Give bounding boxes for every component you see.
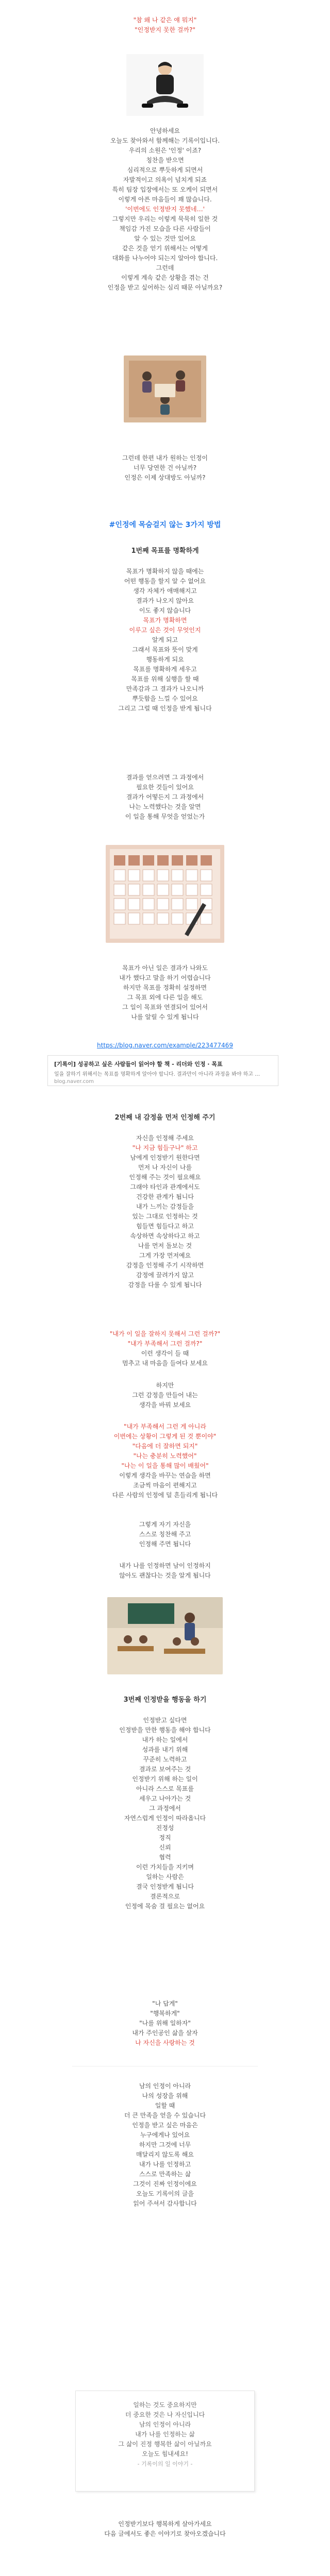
text-line: 생각을 바꿔 보세요 [139,1401,191,1409]
text-line: 인정받기 위해 하는 일이 [132,1775,198,1783]
link-url-wrap [0,1041,330,1050]
text-line: 그리고 그럴 때 인정을 받게 됩니다 [118,705,212,712]
quote-line: "내가 부족해서 그런 게 아니라 [124,1423,206,1430]
quote-line: "다음에 더 잘하면 되지" [132,1443,198,1450]
text-line: 나를 먼저 돌보는 것 [138,1242,192,1249]
text-line: 그것이 진짜 인정이에요 [133,2180,197,2188]
text-line: 내가 하는 일에서 [142,1736,188,1743]
text-line: 그 목표 외에 다른 일을 해도 [127,994,203,1001]
section-4-heading: 3번째 인정받을 행동을 하기 [123,1696,207,1704]
note-card [75,2391,255,2492]
note-line: 남의 인정이 아니라 [139,2421,191,2428]
quote-line: 나 자신을 사랑하는 것 [135,2039,195,2046]
text-line: 하지만 [156,1382,174,1389]
quote-line: "나 답게" [152,2000,178,2007]
section-2-text [0,567,330,714]
note-line: 일하는 것도 중요하지만 [133,2401,197,2409]
text-line: 결국 인정받게 됩니다 [136,1883,194,1890]
highlight-line: 목표가 명확하면 [143,617,187,624]
text-line: 그래서 목표와 뜻이 맞게 [132,646,198,653]
text-line: 나는 노력했다는 것을 알면 [129,803,201,810]
text-line: 대화를 나누어야 되는지 알아야 합니다. [112,255,218,262]
text-line: 이 일을 통해 무엇을 얻었는가 [125,813,205,820]
text-line: 않아도 괜찮다는 것을 알게 됩니다 [119,1572,211,1579]
text-line: 알 수 있는 것만 있어요 [134,235,196,242]
text-line: 결과가 어떻든지 그 과정에서 [126,793,204,801]
highlight-line: 이루고 싶은 것이 무엇인지 [129,626,201,634]
text-line: 꾸준히 노력하고 [143,1756,187,1763]
text-line: 인정받고 싶다면 [143,1717,187,1724]
text-line: 그 과정에서 [149,1805,181,1812]
text-line: 매달리지 않도록 해요 [136,2151,194,2158]
text-line: 정직 [159,1834,171,1841]
note-line: 오늘도 힘내세요! [142,2450,188,2458]
highlight-line: "나 지금 힘들구나" 하고 [132,1144,198,1151]
text-line: 더 큰 만족을 얻을 수 있습니다 [124,2112,206,2119]
section-3-quote-2 [0,1422,330,1500]
text-line: 결론적으로 [150,1893,180,1900]
text-line: 결과가 나오지 않아요 [136,597,194,604]
intro-quote-line: "참 왜 나 같은 얘 뭐지" [133,16,197,24]
section-1-text [0,126,330,293]
text-line: 아니라 스스로 목표를 [136,1785,194,1792]
section-4-quote [0,1999,330,2048]
text-line: 있는 그대로 인정하는 것 [132,1213,198,1220]
section-3-quote [0,1329,330,1368]
quote-line: "내가 부족해서 그런 걸까?" [127,1340,203,1347]
text-line: 건강한 관계가 됩니다 [136,1193,194,1200]
text-line: 오늘도 기록이의 글을 [136,2190,194,2197]
section-4-head-wrap [0,1695,330,1705]
quote-line: 이번에는 상황이 그렇게 된 것 뿐이야" [113,1433,217,1440]
text-line: 속상하면 속상하다고 하고 [130,1232,200,1240]
text-line: 자발적이고 의욕이 넘치게 되죠 [123,176,207,183]
text-line: 그런데 [156,264,174,272]
classroom-illustration [107,1597,223,1674]
text-line: 인정을 받고 싶어하는 심리 때문 아닐까요? [107,284,223,291]
text-line: 감정을 인정해 주기 시작하면 [126,1262,204,1269]
note-line: 더 중요한 것은 나 자신입니다 [125,2411,205,2418]
text-line: 이도 좋지 않습니다 [139,607,191,614]
text-line: 신뢰 [159,1844,171,1851]
text-line: 너무 당연한 건 아닐까? [133,464,197,471]
section-2-head-wrap [0,546,330,556]
text-line: 인정은 이제 상대방도 아닐까? [124,474,206,481]
text-line: 이런 생각이 들 때 [141,1350,189,1357]
text-line: 그래야 타인과 관계에서도 [130,1183,200,1191]
text-line: 그게 가장 먼저예요 [139,1252,191,1259]
text-line: 이렇게 계속 같은 상황을 겪는 건 [121,274,209,281]
section-2-title-wrap [0,520,330,530]
note-line: 내가 나를 인정하는 삶 [135,2431,195,2438]
text-line: 나를 알릴 수 있게 됩니다 [131,1013,199,1021]
text-line: 인정을 받고 싶은 마음은 [132,2122,198,2129]
section-4-text [0,1716,330,1911]
text-line: 세우고 나아가는 것 [139,1795,191,1802]
text-line: 힘들면 힘들다고 하고 [136,1223,194,1230]
text-line: 인정에 목숨 걸 필요는 없어요 [125,1903,205,1910]
text-line: 나의 성장을 위해 [142,2092,188,2099]
quote-line: "나는 충분히 노력했어" [133,1452,197,1460]
meeting-illustration [124,355,206,422]
text-line: 만족감과 그 결과가 나오니까 [126,685,204,692]
text-line: 먼저 나 자신이 나를 [138,1164,192,1171]
text-line: 스스로 만족하는 삶 [139,2171,191,2178]
text-line: 같은 것을 얻기 위해서는 어떻게 [122,245,208,252]
text-line: 어떤 행동을 할지 알 수 없어요 [124,578,206,585]
note-signature: - 기록이의 일 이야기 - [137,2461,193,2467]
section-3d-text [0,1561,330,1581]
link-card-description: 일을 잘하기 위해서는 목표를 명확하게 알아야 합니다. 결과만이 아니라 과정을 봐야 하고 … [54,1072,260,1077]
text-line: 그 일이 목표와 연결되어 있어서 [122,1004,208,1011]
reference-link[interactable]: https://blog.naver.com/example/223477469 [97,1042,233,1049]
text-line: 스스로 칭찬해 주고 [139,1531,191,1538]
intro-quote-line: "인정받지 못한 걸까?" [135,26,195,33]
highlight-line: '이번에도 인정받지 못했네…' [125,206,205,213]
text-line: 일할 때 [155,2102,175,2109]
text-line: 내가 나를 인정하고 [139,2161,191,2168]
text-line: 성과를 내기 위해 [142,1746,188,1753]
section-2b-text [0,773,330,822]
text-line: 일하는 사람은 [146,1873,184,1880]
sitting-person-illustration [126,54,204,116]
text-line: 누구에게나 있어요 [140,2131,190,2139]
text-line: 진정성 [156,1824,174,1832]
calendar-illustration [106,845,224,943]
text-line: 읽어 주셔서 감사합니다 [133,2200,197,2207]
quote-line: "행복하게" [150,2010,180,2017]
section-2-heading: 1번째 목표를 명확하게 [131,547,199,555]
quote-line: "내가 이 일을 잘하지 못해서 그런 걸까?" [109,1330,221,1337]
text-line: 자신을 인정해 주세요 [136,1134,194,1142]
link-card-title: [기록이] 성공하고 싶은 사람들이 읽어야 할 책 - 리더와 인정 · 목표 [54,1061,223,1067]
text-line: 알게 되고 [152,636,178,643]
section-3c-text [0,1520,330,1549]
text-line: 뿌듯함을 느낄 수 있어요 [132,695,198,702]
text-line: 결과로 보여주는 것 [139,1766,191,1773]
link-preview-card[interactable] [47,1055,278,1086]
section-4b-text [0,2081,330,2209]
text-line: 그렇게 자기 자신을 [139,1521,191,1528]
text-line: 목표를 위해 실행을 할 때 [131,675,199,683]
quote-line: "나를 위해 일하자" [139,2020,191,2027]
text-line: 감정을 다룰 수 있게 됩니다 [128,1281,202,1289]
text-line: 협력 [159,1854,171,1861]
text-line: 인정받을 만한 행동을 해야 합니다 [119,1726,211,1734]
text-line: 내가 나를 인정하면 남이 인정하지 [119,1562,211,1569]
text-line: 그런데 한편 내가 원하는 인정이 [122,454,208,462]
text-line: 내가 느끼는 감정들을 [136,1203,194,1210]
text-line: 그렇지만 우리는 이렇게 묵묵히 일한 것 [112,215,218,223]
text-line: 특히 팀장 입장에서는 또 오케이 되면서 [112,186,218,193]
section-3b-text [0,1381,330,1410]
text-line: 결과를 얻으려면 그 과정에서 [126,774,204,781]
text-line: 그런 감정을 만들어 내는 [132,1392,198,1399]
text-line: 인정받기보다 행복하게 살아가세요 [118,2520,212,2528]
text-line: 남의 인정이 아니라 [139,2082,191,2090]
text-line: 조금씩 마음이 편해지고 [133,1482,197,1489]
text-line: 목표가 명확하지 않을 때에는 [126,568,204,575]
quote-line: 내가 주인공인 삶을 살자 [132,2029,198,2037]
text-line: 남에게 인정받기 원한다면 [130,1154,200,1161]
text-line: 인정해 주면 됩니다 [139,1540,191,1548]
section-3-head-wrap [0,1113,330,1123]
text-line: 내가 했다고 말을 하기 어렵습니다 [119,974,211,981]
section-3-text [0,1133,330,1290]
text-line: 다음 글에서도 좋은 이야기로 찾아오겠습니다 [104,2530,226,2537]
text-line: 오늘도 찾아와서 함께해는 기록이입니다. [110,137,220,144]
text-line: 자연스럽게 인정이 따라옵니다 [124,1815,206,1822]
section-1b-text [0,453,330,483]
intro-quote [0,15,330,35]
text-line: 목표가 아닌 일은 결과가 나와도 [122,964,208,972]
section-3-heading: 2번째 내 감정을 먼저 인정해 주기 [114,1114,216,1122]
text-line: 하지만 그것에 너무 [139,2141,191,2148]
text-line: 다른 사람의 인정에 덜 흔들리게 됩니다 [112,1492,218,1499]
text-line: 심리적으로 뿌듯하게 되면서 [127,166,203,174]
note-line: 그 삶이 진정 행복한 삶이 아닐까요 [118,2441,212,2448]
text-line: 이런 가치들을 지키며 [136,1863,194,1871]
text-line: 이렇게 아픈 마음들이 꽤 많습니다. [118,196,212,203]
text-line: 목표를 명확하게 세우고 [133,666,197,673]
section-2c-text [0,963,330,1022]
link-card-host: blog.naver.com [54,1079,94,1084]
text-line: 칭찬을 받으면 [146,157,184,164]
text-line: 안녕하세요 [150,127,180,134]
text-line: 멈추고 내 마음을 들여다 보세요 [122,1360,208,1367]
text-line: 이렇게 생각을 바꾸는 연습을 하면 [119,1472,211,1479]
section-2-title: #인정에 목숨걸지 않는 3가지 방법 [109,521,221,529]
text-line: 감정에 끌려가지 않고 [136,1272,194,1279]
text-line: 인정해 주는 것이 필요해요 [129,1174,201,1181]
quote-line: "나는 이 일을 통해 많이 배웠어" [121,1462,209,1469]
outro-text [0,2519,330,2539]
text-line: 필요한 것들이 있어요 [136,784,194,791]
text-line: 우리의 소원은 '인정' 이죠? [128,147,202,154]
text-line: 생각 자체가 애매해지고 [133,587,197,595]
text-line: 하지만 목표를 정확히 설정하면 [123,984,207,991]
text-line: 책임감 가진 모습을 다른 사람들이 [119,225,211,232]
text-line: 행동하게 되요 [146,656,184,663]
